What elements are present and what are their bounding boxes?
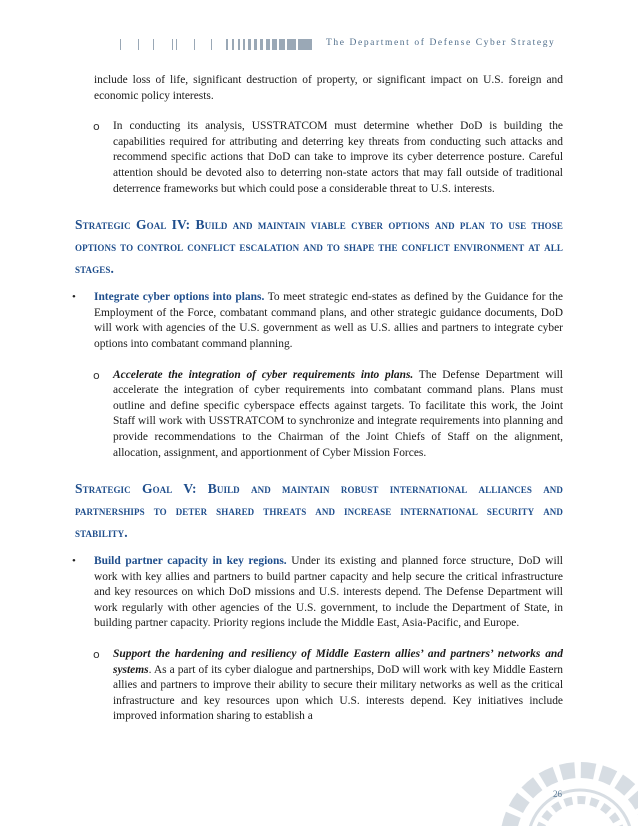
goal5-bullet-lead: Build partner capacity in key regions. xyxy=(94,555,287,568)
goal4-sub-lead: Accelerate the integration of cyber requirements into plans. xyxy=(113,368,414,381)
goal4-bullet-body: To meet strategic end-states as defined by the Guidance for the Employment of the Force, combatant command plans, and other strategic guidance documents, DoD will work with agencies of the U.S. government as well as U.S. allies and partners to integrate cyber options into combatant command planning. xyxy=(94,291,563,350)
goal4-bullet-lead: Integrate cyber options into plans. xyxy=(94,291,265,304)
hollow-bullet-icon: o xyxy=(93,120,100,134)
page-header xyxy=(0,34,638,54)
sub-bullet-usstratcom xyxy=(75,119,563,197)
bullet-dot-icon: • xyxy=(72,291,76,304)
goal5-sub-bullet xyxy=(75,647,563,725)
document-body xyxy=(72,73,563,725)
page-number: 26 xyxy=(553,789,562,799)
goal5-sub-body: . As a part of its cyber dialogue and partnerships, DoD will work with key Middle Eastern allies and partners to improve their ability to secure their military networks as well as the critical infrastructure and key resources upon which U.S. interests depend. Key initiatives include improved information sharing to establish a xyxy=(113,663,563,723)
strategic-goal-5-heading: Strategic Goal V: Build and maintain robust international alliances and partnerships to deter shared threats and increase international security and stability. xyxy=(75,481,563,541)
goal4-sub-body: The Defense Department will accelerate the integration of cyber requirements into combatant command plans. Plans must outline and define specific cyberspace effects against targets. To facilitate this work, the Joint Staff will work with USSTRATCOM to synchronize and integrate requirements into planning and provide recommendations to the Chairman of the Joint Chiefs of Staff on the alignment, allocation, assignment, and apportionment of Cyber Mission Forces. xyxy=(113,368,563,459)
header-tick-marks xyxy=(120,39,316,50)
goal5-bullet xyxy=(72,554,563,632)
goal4-sub-bullet-text xyxy=(113,368,563,462)
goal5-sub-bullet-text xyxy=(113,647,563,725)
header-title: The Department of Defense Cyber Strategy xyxy=(326,38,556,48)
corner-gear-decoration-icon xyxy=(500,742,638,826)
intro-continuation: include loss of life, significant destruction of property, or significant impact on U.S. foreign and economic policy interests. xyxy=(94,74,563,102)
goal5-bullet-text xyxy=(94,554,563,632)
goal5-sub-lead: Support the hardening and resiliency of Middle Eastern allies’ and partners’ networks and systems xyxy=(113,648,563,676)
goal4-bullet xyxy=(72,290,563,352)
hollow-bullet-icon: o xyxy=(93,648,100,662)
goal5-bullet-body: Under its existing and planned force structure, DoD will work with key allies and partners to build partner capacity and help secure the critical infrastructure and key resources on which DoD missions and U.S. interests depend. The Defense Department will work regularly with other agencies of the U.S. government, to include the Department of State, in building partner capacity. Priority regions include the Middle East, Asia-Pacific, and Europe. xyxy=(94,555,563,630)
bullet-dot-icon: • xyxy=(72,555,76,568)
sub-bullet-text: In conducting its analysis, USSTRATCOM must determine whether DoD is building the capabilities required for attributing and deterring key threats from conducting such attacks and recommend specific actions that DoD can take to improve its cyber deterrence posture. Careful attention should be devoted also to deterring non-state actors that may fall outside of traditional deterrence frameworks but which could pose a considerable threat to U.S. interests. xyxy=(113,120,563,195)
hollow-bullet-icon: o xyxy=(93,368,100,382)
strategic-goal-4-heading: Strategic Goal IV: Build and maintain viable cyber options and plan to use those options to control conflict escalation and to shape the conflict environment at all stages. xyxy=(75,217,563,277)
goal4-sub-bullet xyxy=(75,368,563,462)
goal4-bullet-text xyxy=(94,290,563,352)
